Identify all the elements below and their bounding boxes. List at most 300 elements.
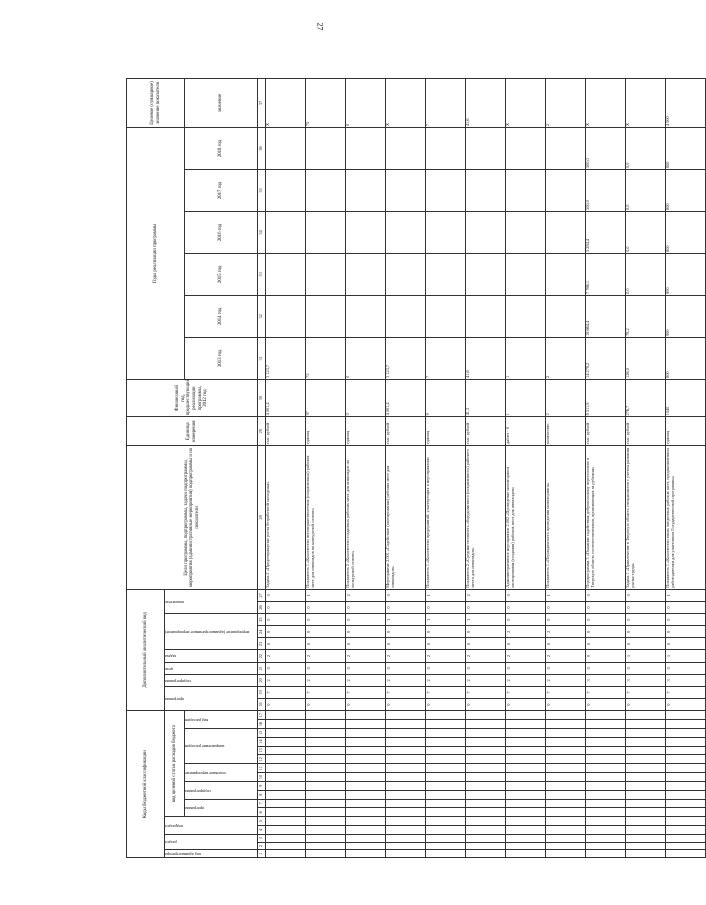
code-cell: 1 — [666, 650, 706, 662]
finance-cell: 276,7 — [626, 379, 666, 417]
code-cell: 0 — [386, 589, 426, 601]
code-cell — [266, 737, 306, 746]
finance-cell: 4 001,4 — [266, 379, 306, 417]
program-table — [126, 78, 706, 858]
code-cell: 0 — [266, 662, 306, 674]
code-cell: 7 — [306, 686, 346, 698]
code-cell — [666, 746, 706, 755]
unit-cell: единиц — [346, 417, 386, 446]
code-cell — [346, 764, 386, 773]
code-cell — [586, 850, 626, 858]
finance-cell: 41,3 — [466, 379, 506, 417]
code-cell — [426, 781, 466, 790]
code-cell — [626, 781, 666, 790]
code-cell — [586, 720, 626, 729]
year-value-cell: 0,0 — [626, 253, 666, 295]
code-cell — [546, 755, 586, 764]
code-cell — [466, 826, 506, 835]
code-cell: 2 — [506, 650, 546, 662]
code-cell — [626, 842, 666, 850]
year-value-cell: 18 664,4 — [586, 295, 626, 337]
year-value-cell: 78,2 — [626, 295, 666, 337]
code-cell: 0 — [506, 662, 546, 674]
code-cell — [306, 728, 346, 737]
column-number: 17 — [258, 711, 266, 720]
year-value-cell — [386, 169, 426, 211]
year-value-cell: 5 284,4 — [586, 211, 626, 253]
table-row — [666, 79, 706, 858]
subprogram-code-header: подпрограмма — [165, 674, 258, 686]
code-cell — [466, 720, 506, 729]
code-cell: 1 — [426, 589, 466, 601]
code-cell: 0 — [266, 589, 306, 601]
code-cell: 0 — [426, 626, 466, 638]
code-cell — [426, 720, 466, 729]
code-cell: 0 — [266, 638, 306, 650]
code-cell: 0 — [306, 614, 346, 626]
year-value-cell — [386, 211, 426, 253]
column-number: 31 — [258, 337, 266, 379]
year-value-cell — [266, 211, 306, 253]
code-cell: 0 — [346, 601, 386, 613]
code-cell: 0 — [386, 626, 426, 638]
year-value-cell: 800 — [666, 127, 706, 169]
code-cell: 2 — [426, 650, 466, 662]
year-value-cell: 7 766,1 — [586, 253, 626, 295]
code-cell: 0 — [426, 662, 466, 674]
code-cell: 1 — [386, 614, 426, 626]
code-cell — [266, 790, 306, 799]
year-value-cell — [346, 127, 386, 169]
unit-cell: количество — [546, 417, 586, 446]
code-cell: 2 — [506, 626, 546, 638]
code-cell: 0 — [386, 638, 426, 650]
unit-cell: тыс. рублей — [586, 417, 626, 446]
target-cell: X — [586, 79, 626, 128]
code-cell: 2 — [386, 674, 426, 686]
row-name: Показатель 1 «Количество предприятий, участвующих в мероприятии» — [426, 446, 466, 590]
code-cell — [266, 817, 306, 826]
code-cell — [506, 808, 546, 817]
code-cell — [666, 773, 706, 782]
code-cell: 0 — [426, 699, 466, 711]
code-cell — [306, 755, 346, 764]
column-number: 1 — [258, 850, 266, 858]
code-cell — [506, 737, 546, 746]
year-value-cell — [306, 253, 346, 295]
code-cell — [426, 850, 466, 858]
code-cell — [506, 711, 546, 720]
code-cell: 2 — [306, 674, 346, 686]
year-2014-header: 2014 год — [185, 295, 258, 337]
code-cell — [586, 790, 626, 799]
year-value-cell — [346, 211, 386, 253]
year-value-cell — [426, 211, 466, 253]
code-cell — [506, 781, 546, 790]
code-cell — [466, 850, 506, 858]
year-value-cell — [266, 253, 306, 295]
code-cell: 0 — [666, 601, 706, 613]
unit-cell: тыс. рублей — [626, 417, 666, 446]
column-number: 25 — [258, 614, 266, 626]
target-header: Целевое (суммарное) значение показателя — [127, 79, 185, 128]
column-number: 13 — [258, 746, 266, 755]
year-value-cell: 0,0 — [626, 127, 666, 169]
code-cell — [346, 737, 386, 746]
code-cell — [506, 746, 546, 755]
year-value-cell — [506, 295, 546, 337]
code-cell — [386, 799, 426, 808]
code-cell — [386, 728, 426, 737]
column-number: 30 — [258, 379, 266, 417]
code-cell — [506, 826, 546, 835]
column-number: 16 — [258, 720, 266, 729]
code-cell: 0 — [546, 699, 586, 711]
year-value-cell — [466, 253, 506, 295]
code-cell: 7 — [586, 686, 626, 698]
code-cell: 0 — [266, 626, 306, 638]
goal-header: цель — [165, 662, 258, 674]
code-cell: 2 — [426, 674, 466, 686]
code-cell — [586, 746, 626, 755]
code-cell: 0 — [346, 638, 386, 650]
code-cell — [546, 842, 586, 850]
code-cell: 2 — [466, 650, 506, 662]
code-cell — [266, 746, 306, 755]
code-cell: 0 — [626, 601, 666, 613]
column-number: 33 — [258, 253, 266, 295]
column-number: 15 — [258, 728, 266, 737]
column-number: 6 — [258, 808, 266, 817]
code-cell — [266, 834, 306, 842]
year-value-cell — [266, 127, 306, 169]
code-cell — [346, 817, 386, 826]
target-value-header: значение — [185, 79, 258, 128]
code-cell — [386, 720, 426, 729]
code-cell: 0 — [546, 601, 586, 613]
program-header: программа — [185, 799, 258, 817]
main-event-header: основное мероприятие — [185, 764, 258, 782]
code-cell — [626, 790, 666, 799]
finance-cell: 1040 — [666, 379, 706, 417]
finance-cell: 2 — [546, 379, 586, 417]
code-cell — [466, 755, 506, 764]
code-cell — [626, 834, 666, 842]
code-cell: 0 — [546, 614, 586, 626]
code-cell — [666, 817, 706, 826]
code-cell — [266, 728, 306, 737]
year-value-cell: 800 — [666, 211, 706, 253]
year-value-cell: 3 123,7 — [386, 337, 426, 379]
row-name: Показатель 2 «Средняя стоимость оборудованного (сохраненного) рабочего места для инвалидов» — [466, 446, 506, 590]
target-article-header: код целевой статьи расходов бюджета — [165, 711, 185, 817]
code-cell — [626, 728, 666, 737]
code-cell: 2 — [346, 650, 386, 662]
code-cell — [666, 728, 706, 737]
code-cell — [586, 737, 626, 746]
code-cell — [546, 711, 586, 720]
year-2017-header: 2017 год — [185, 169, 258, 211]
code-cell — [306, 799, 346, 808]
column-number: 26 — [258, 601, 266, 613]
code-cell — [666, 842, 706, 850]
code-cell: 0 — [586, 638, 626, 650]
code-cell — [546, 799, 586, 808]
code-cell — [546, 850, 586, 858]
table-row — [466, 79, 506, 858]
unit-cell: единиц — [306, 417, 346, 446]
code-cell: 0 — [666, 662, 706, 674]
year-value-cell: 75 — [306, 337, 346, 379]
code-cell — [506, 842, 546, 850]
code-cell — [546, 781, 586, 790]
column-number: 18 — [258, 699, 266, 711]
year-value-cell: 126,0 — [626, 337, 666, 379]
code-cell — [586, 826, 626, 835]
year-value-cell — [306, 211, 346, 253]
year-value-cell — [386, 127, 426, 169]
year-value-cell — [306, 169, 346, 211]
code-cell — [306, 826, 346, 835]
code-cell — [266, 808, 306, 817]
code-cell: 3 — [586, 674, 626, 686]
target-cell: 75 — [306, 79, 346, 128]
code-cell — [506, 834, 546, 842]
code-cell: 0 — [386, 662, 426, 674]
code-cell — [586, 755, 626, 764]
code-cell — [586, 842, 626, 850]
code-cell — [586, 764, 626, 773]
code-cell: 0 — [666, 699, 706, 711]
column-number: 37 — [258, 79, 266, 128]
year-2015-header: 2015 год — [185, 253, 258, 295]
code-cell: 7 — [266, 686, 306, 698]
year-value-cell — [346, 295, 386, 337]
year-value-cell: 14 279,2 — [586, 337, 626, 379]
year-value-cell: 2 — [546, 337, 586, 379]
code-cell — [546, 808, 586, 817]
code-cell — [306, 790, 346, 799]
code-cell — [506, 817, 546, 826]
code-cell: 1 — [626, 650, 666, 662]
code-cell — [306, 737, 346, 746]
code-cell: 0 — [586, 626, 626, 638]
code-cell — [386, 764, 426, 773]
code-cell — [546, 728, 586, 737]
code-cell — [306, 850, 346, 858]
code-cell: 0 — [586, 650, 626, 662]
code-cell — [266, 755, 306, 764]
budget-codes-header: Коды бюджетной классификации — [127, 711, 165, 858]
code-cell — [546, 826, 586, 835]
finance-cell: 1 — [506, 379, 546, 417]
code-cell — [426, 842, 466, 850]
finance-cell: 8 511,9 — [586, 379, 626, 417]
column-number: 2 — [258, 842, 266, 850]
code-cell — [626, 720, 666, 729]
year-value-cell: 800 — [666, 169, 706, 211]
code-cell — [466, 773, 506, 782]
target-cell: 4 900 — [666, 79, 706, 128]
code-cell: 1 — [426, 614, 466, 626]
column-number: 27 — [258, 589, 266, 601]
code-cell — [306, 746, 346, 755]
code-cell: 0 — [586, 601, 626, 613]
unit-cell: тыс. рублей — [266, 417, 306, 446]
code-cell — [346, 826, 386, 835]
code-cell: 0 — [626, 614, 666, 626]
code-cell: 0 — [346, 626, 386, 638]
year-value-cell: 7 — [426, 337, 466, 379]
code-cell: 7 — [626, 686, 666, 698]
code-cell — [626, 764, 666, 773]
code-cell: 7 — [506, 686, 546, 698]
code-cell — [546, 720, 586, 729]
table-row — [506, 79, 546, 858]
code-cell — [386, 781, 426, 790]
table-row — [546, 79, 586, 858]
code-cell — [426, 746, 466, 755]
code-cell — [586, 834, 626, 842]
year-value-cell — [546, 211, 586, 253]
code-cell: 0 — [586, 662, 626, 674]
column-number: 22 — [258, 650, 266, 662]
code-cell: 2 — [546, 674, 586, 686]
code-cell — [586, 773, 626, 782]
code-cell — [506, 764, 546, 773]
row-name: Подпрограмма 3 «Оказание содействия добровольному переселению в Тверскую область соотечественников, проживающих за рубежом» — [586, 446, 626, 590]
code-cell: 7 — [546, 686, 586, 698]
code-cell — [466, 834, 506, 842]
code-cell — [346, 720, 386, 729]
target-cell: 7 — [426, 79, 466, 128]
table-row — [586, 79, 626, 858]
code-cell — [346, 773, 386, 782]
finance-cell: 9 — [426, 379, 466, 417]
target-cell: 2 — [546, 79, 586, 128]
year-value-cell — [426, 253, 466, 295]
year-value-cell — [546, 127, 586, 169]
year-value-cell: 3 123,7 — [266, 337, 306, 379]
row-name: Административное мероприятие 2.002 «Проведение мониторинга квотирования (создания) рабочих мест для инвалидов» — [506, 446, 546, 590]
code-cell — [346, 808, 386, 817]
column-number: 32 — [258, 295, 266, 337]
target-cell: 41,6 — [466, 79, 506, 128]
section-header: раздел — [165, 834, 258, 849]
code-cell: 0 — [466, 699, 506, 711]
code-cell — [386, 711, 426, 720]
code-cell — [426, 737, 466, 746]
code-cell — [266, 799, 306, 808]
code-cell — [346, 842, 386, 850]
unit-cell: тыс. рублей — [386, 417, 426, 446]
year-value-cell: 0 — [346, 337, 386, 379]
subprogram-header: подпрограмма — [185, 781, 258, 799]
code-cell — [666, 720, 706, 729]
year-value-cell — [266, 169, 306, 211]
code-cell — [546, 737, 586, 746]
code-cell — [546, 834, 586, 842]
code-cell — [266, 764, 306, 773]
table-row — [266, 79, 306, 858]
target-cell: 0 — [346, 79, 386, 128]
code-cell — [266, 781, 306, 790]
year-value-cell — [506, 169, 546, 211]
code-cell — [306, 764, 346, 773]
code-cell: 0 — [306, 699, 346, 711]
code-cell: 7 — [426, 686, 466, 698]
column-number: 10 — [258, 773, 266, 782]
code-cell — [426, 711, 466, 720]
target-cell: X — [506, 79, 546, 128]
indicator-header: показатель — [165, 589, 258, 613]
code-cell: 3 — [626, 674, 666, 686]
table-row — [386, 79, 426, 858]
code-cell: 0 — [506, 589, 546, 601]
code-cell: 2 — [546, 650, 586, 662]
code-cell — [466, 746, 506, 755]
code-cell — [546, 790, 586, 799]
code-cell — [266, 773, 306, 782]
code-cell — [626, 746, 666, 755]
code-cell: 0 — [426, 638, 466, 650]
code-cell — [426, 728, 466, 737]
year-value-cell — [386, 295, 426, 337]
code-cell — [426, 764, 466, 773]
code-cell: 0 — [266, 699, 306, 711]
code-cell: 1 — [666, 589, 706, 601]
code-cell — [346, 799, 386, 808]
code-cell: 1 — [466, 614, 506, 626]
year-value-cell: 0,0 — [626, 169, 666, 211]
code-cell — [306, 842, 346, 850]
code-cell — [346, 711, 386, 720]
code-cell — [306, 720, 346, 729]
admin-code-header: код администратора — [165, 850, 258, 858]
code-cell — [586, 799, 626, 808]
code-cell — [586, 728, 626, 737]
code-cell — [466, 737, 506, 746]
code-cell: 0 — [586, 589, 626, 601]
column-number: 14 — [258, 737, 266, 746]
code-cell — [466, 728, 506, 737]
code-cell — [346, 746, 386, 755]
code-cell: 0 — [666, 638, 706, 650]
code-cell: 3 — [666, 674, 706, 686]
row-name: Показатель 2 «Количество созданных рабочих мест для инвалидов на конкурсной основе» — [346, 446, 386, 590]
code-cell — [386, 755, 426, 764]
year-value-cell: 500,0 — [586, 169, 626, 211]
code-cell: 7 — [666, 686, 706, 698]
code-cell — [346, 834, 386, 842]
code-cell — [586, 711, 626, 720]
code-cell — [626, 711, 666, 720]
year-2018-header: 2018 год — [185, 127, 258, 169]
code-cell — [506, 720, 546, 729]
code-cell: 0 — [506, 638, 546, 650]
code-cell — [466, 711, 506, 720]
year-value-cell: 41,6 — [466, 337, 506, 379]
code-cell: 2 — [546, 626, 586, 638]
column-number: 11 — [258, 764, 266, 773]
code-cell: 0 — [426, 601, 466, 613]
column-number: 5 — [258, 817, 266, 826]
year-value-cell — [506, 253, 546, 295]
code-cell: 1 — [546, 589, 586, 601]
code-cell — [346, 728, 386, 737]
code-cell: 0 — [586, 614, 626, 626]
code-cell — [506, 773, 546, 782]
